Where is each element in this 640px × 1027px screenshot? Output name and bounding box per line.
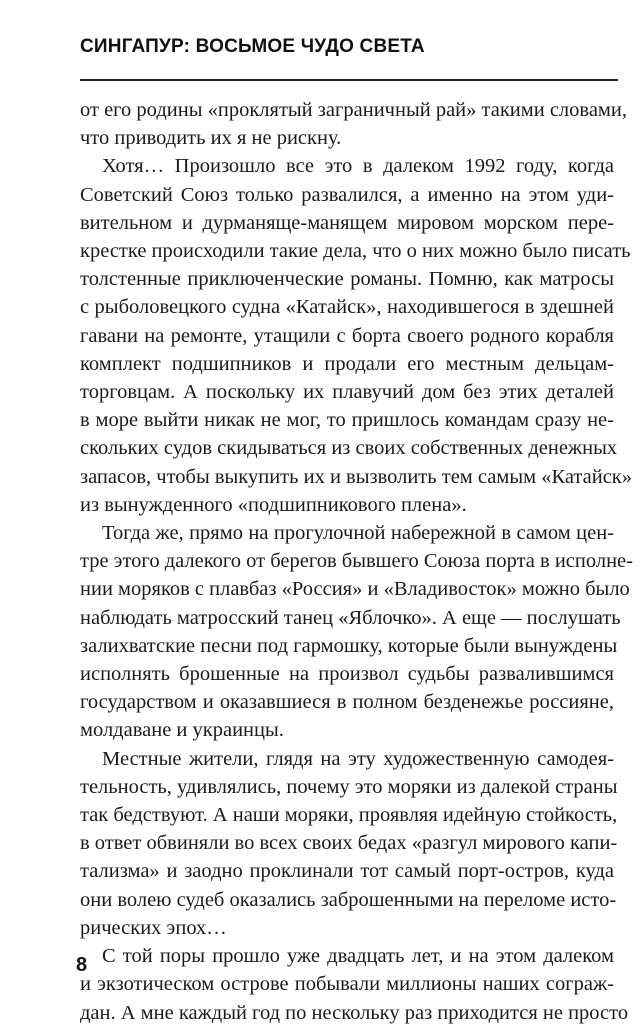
header-rule — [80, 79, 618, 81]
text-line: толстенные приключенческие романы. Помню, как матросы — [80, 268, 614, 291]
text-line: С той поры прошло уже двадцать лет, и на этом далеком — [102, 945, 614, 968]
text-line: молдаване и украинцы. — [80, 719, 284, 742]
text-line: исполнять брошенные на произвол судьбы развалившимся — [80, 663, 614, 686]
paragraph — [80, 96, 627, 152]
paragraph — [80, 745, 618, 942]
text-line: запасов, чтобы выкупить их и вызволить тем самым «Катайск» — [80, 465, 632, 488]
text-line: что приводить их я не рискну. — [80, 127, 342, 150]
text-line: торговцам. А поскольку их плавучий дом без этих деталей — [80, 381, 614, 404]
text-line: гавани на ремонте, утащили с борта своего родного корабля — [80, 324, 614, 347]
text-line: рических эпох… — [80, 916, 227, 939]
text-line: скольких судов скидываться из своих собственных денежных — [80, 437, 618, 460]
running-title: СИНГАПУР: ВОСЬМОЕ ЧУДО СВЕТА — [80, 36, 425, 57]
text-line: тализма» и заодно проклинали тот самый порт-остров, куда — [80, 860, 614, 883]
body-text — [80, 96, 633, 1027]
page-number: 8 — [76, 954, 88, 976]
text-line: тре этого далекого от берегов бывшего Союза порта в исполне- — [80, 550, 633, 573]
text-line: комплект подшипников и продали его местным дельцам- — [80, 352, 614, 375]
text-line: Хотя… Произошло все это в далеком 1992 году, когда — [102, 155, 614, 178]
text-line: залихватские песни под гармошку, которые были вынуждены — [80, 634, 618, 657]
paragraph — [80, 942, 629, 1027]
text-line: и экзотическом острове побывали миллионы наших сограж- — [80, 973, 614, 996]
text-line: так бедствуют. А наши моряки, проявляя идейную стойкость, — [80, 804, 618, 827]
text-line: вительном и дурманяще-манящем мировом морском пере- — [80, 211, 614, 234]
text-line: нии моряков с плавбаз «Россия» и «Владивосток» можно было — [80, 578, 630, 601]
text-line: тельность, удивлялись, почему это моряки из далекой страны — [80, 775, 618, 798]
text-line: из вынужденного «подшипникового плена». — [80, 493, 467, 516]
text-line: они волею судеб оказались заброшенными на переломе исто- — [80, 888, 617, 911]
text-line: государством и оказавшиеся в полном безденежье россияне, — [80, 691, 614, 714]
text-line: дан. А мне каждый год по нескольку раз приходится не просто — [80, 1001, 629, 1024]
text-line: от его родины «проклятый заграничный рай» такими словами, — [80, 99, 627, 121]
text-line: Местные жители, глядя на эту художественную самодея- — [102, 747, 614, 770]
text-line: наблюдать матросский танец «Яблочко». А еще — послушать — [80, 606, 621, 629]
paragraph — [80, 519, 633, 745]
text-line: крестке происходили такие дела, что о них можно было писать — [80, 240, 631, 263]
text-line: в море выйти никак не мог, то пришлось командам сразу не- — [80, 409, 614, 432]
text-line: Советский Союз только развалился, а именно на этом уди- — [80, 183, 614, 206]
text-line: с рыболовецкого судна «Катайск», находившегося в здешней — [80, 296, 614, 319]
text-line: Тогда же, прямо на прогулочной набережной в самом цен- — [102, 522, 614, 545]
paragraph — [80, 152, 632, 519]
text-line: в ответ обвиняли во всех своих бедах «разгул мирового капи- — [80, 832, 618, 855]
